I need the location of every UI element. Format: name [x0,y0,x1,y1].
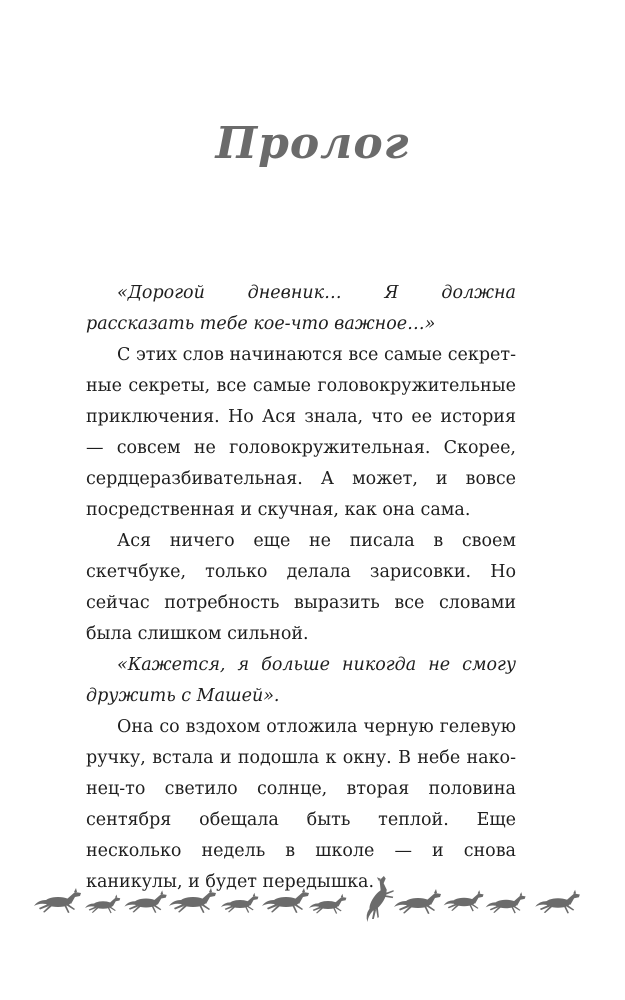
chapter-body [86,278,516,898]
galloping-horses-icon [28,872,588,928]
horse-silhouette-icon [262,888,309,913]
rearing-horse-icon [353,873,400,926]
chapter-title: Пролог [215,118,410,169]
horse-silhouette-icon [486,892,526,913]
paragraph-diary-masha: «Кажется, я больше никогда не смогу дружить с Машей». [86,655,516,706]
horse-silhouette-icon [309,894,347,914]
horse-silhouette-icon [85,895,120,914]
horse-silhouette-icon [535,890,580,914]
horse-silhouette-icon [34,888,81,913]
paragraph-window: Она со вздохом отложила черную гелевую ручку, встала и подошла к окну. В небе наконец-то светило солнце, вторая половина сентября обещала быть теплой. Еще несколько недель в школе — и снова каникулы, и будет передышка. [86,717,516,892]
horse-silhouette-icon [221,893,259,913]
paragraph-sketchbook: Ася ничего еще не писала в своем скетчбуке, только делала зарисовки. Но сейчас потребность выразить все словами была слишком сильной. [86,531,516,644]
horse-silhouette-icon [444,890,484,911]
horse-silhouette-icon [394,889,441,914]
paragraph-secrets: С этих слов начинаются все самые секретные секреты, все самые головокружительные приключения. Но Ася знала, что ее история — совсем не головокружительная. Скорее, сердцеразбивательная. А может, и вовсе посредственная и скучная, как она сама. [86,345,516,520]
paragraph-diary-opening: «Дорогой дневник… Я должна рассказать тебе кое-что важное…» [86,283,516,334]
horse-silhouette-icon [124,890,166,913]
horse-silhouette-icon [169,888,216,913]
